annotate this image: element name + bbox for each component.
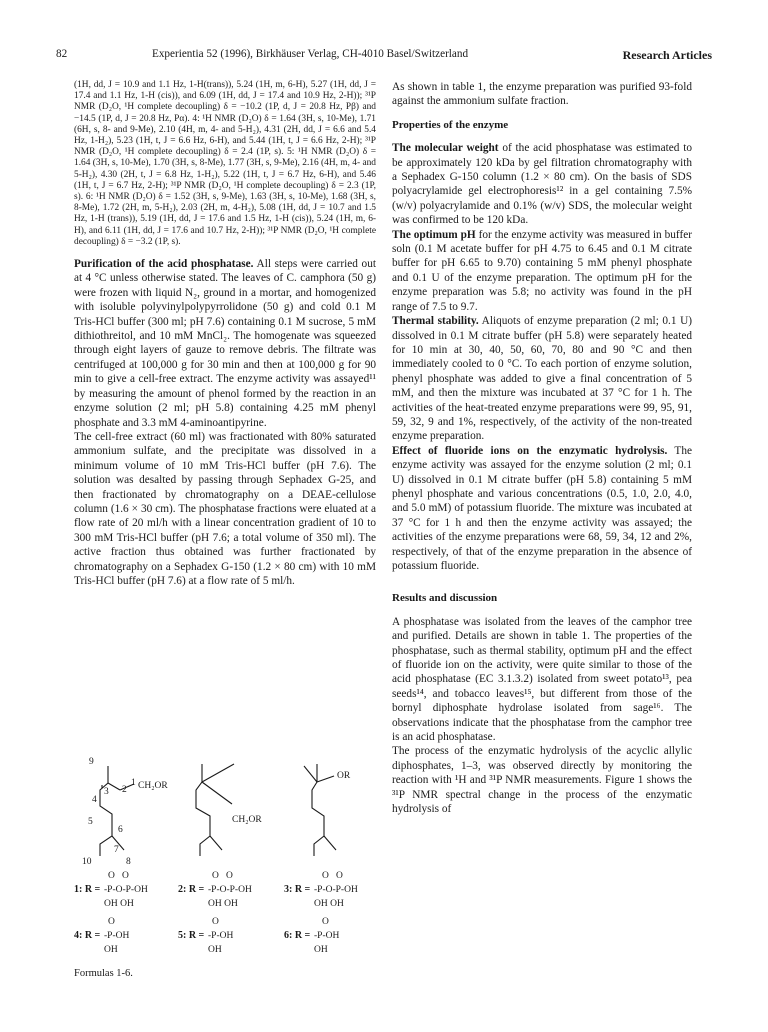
or-label-3: OR (337, 771, 351, 781)
r-bottom-2: OH OH (208, 899, 238, 909)
r-label-3: 3: R = (284, 884, 311, 895)
optimum-ph-heading: The optimum pH (392, 228, 476, 241)
section-label: Research Articles (622, 48, 712, 62)
oxo-5: O (212, 917, 219, 927)
thermal-stability-heading: Thermal stability. (392, 315, 479, 328)
r-bottom-6: OH (314, 945, 328, 955)
r-label-1: 1: R = (74, 884, 101, 895)
r-bottom-4: OH (104, 945, 118, 955)
r-group-row-1 (74, 871, 358, 909)
oxo-2b: O (226, 871, 233, 881)
oxo-4: O (108, 917, 115, 927)
oxo-1a: O (108, 871, 115, 881)
atom-label-10: 10 (82, 857, 92, 867)
purification-paragraph (74, 257, 376, 430)
molecular-weight-paragraph (392, 141, 692, 227)
fluoride-paragraph (392, 444, 692, 574)
ch2or-label-1: CH₂OR (138, 781, 168, 791)
r-bottom-5: OH (208, 945, 222, 955)
ch2or-label-2: CH₂OR (232, 815, 262, 825)
figure-caption: Formulas 1-6. (74, 968, 133, 979)
r-group-4: -P-OH (104, 931, 130, 941)
running-header (56, 48, 712, 64)
purification-heading: Purification of the acid phosphatase. (74, 258, 254, 271)
r-bottom-1: OH OH (104, 899, 134, 909)
r-label-4: 4: R = (74, 930, 101, 941)
oxo-3a: O (322, 871, 329, 881)
page-number: 82 (56, 48, 68, 60)
r-label-6: 6: R = (284, 930, 311, 941)
purification-paragraph-2: The cell-free extract (60 ml) was fractionated with 80% saturated ammonium sulfate, and the precipitate was dissolved in a minimum volume of 10 mM Tris-HCl buffer (pH 7.6). The solution was desalted by passing through Sephadex G-25, and then fractionated by chromatography on a DEAE-cellulose column (1.6 × 30 cm). The phosphatase fractions were eluated at a flow rate of 20 ml/h with a linear concentration gradient of 10 to 300 mM Tris-HCl buffer (pH 7.6; a total volume of 350 ml). The active fraction thus obtained was further fractionated by chromatography on a Sephadex G-150 (1.2 × 80 cm) with 10 mM Tris-HCl buffer (pH 7.6) at a flow rate of 5 ml/h. (74, 430, 376, 587)
fluoride-text: The enzyme activity was assayed for the enzyme solution (2 ml; 0.1 U) dissolved in 0.1 M citrate buffer (pH 5.8) containing 5 mM phenyl phosphate and various concentrations (0.5, 1.0, 2.0, 4.0, and 5.0 mM) of potassium fluoride. The mixture was incubated at 37 °C for 1 h and then the enzyme activity was assayed; the activities of the enzyme preparations were 68, 59, 34, 12 and 2%, respectively, of that of the enzyme preparation in the absence of potassium fluoride. (392, 444, 692, 572)
formula-structure-3 (304, 764, 336, 856)
optimum-ph-text: for the enzyme activity was measured in buffer soln (0.1 M acetate buffer for pH 4.75 to 6.45 and 0.1 M citrate buffer for pH 6.65 to 9.70) containing 5 mM phenyl phosphate and 0.1 U of the enzyme preparation. The optimum pH for the enzyme preparation was 5.8; no activity was found in the pH range of 7.5 to 9.7. (392, 228, 692, 313)
formula-structure-2 (196, 764, 234, 856)
fluoride-heading: Effect of fluoride ions on the enzymatic hydrolysis. (392, 444, 668, 457)
results-heading: Results and discussion (392, 592, 498, 605)
atom-label-2: 2 (122, 785, 127, 795)
results-paragraph-1: A phosphatase was isolated from the leaves of the camphor tree and purified. Details are shown in table 1. The properties of the phosphatase, such as thermal stability, optimum pH and the effect of fluoride ion on the activity, were quite similar to those of the acid phosphatase (EC 3.1.3.2) isolated from sweet potato¹³, pea seeds¹⁴, and tobacco leaves¹⁵, but different from those of the bornyl diphosphate hydrolase isolated from sage¹⁶. The observations indicate that the phosphatase from the camphor tree is an acid phosphatase. (392, 615, 692, 744)
optimum-ph-paragraph (392, 228, 692, 314)
oxo-2a: O (212, 871, 219, 881)
journal-citation: Experientia 52 (1996), Birkhäuser Verlag, CH-4010 Basel/Switzerland (152, 48, 469, 60)
r-group-1: -P-O-P-OH (104, 885, 148, 895)
r-group-row-2 (74, 917, 339, 955)
atom-label-3: 3 (104, 787, 109, 797)
thermal-stability-paragraph (392, 314, 692, 444)
molecular-weight-heading: The molecular weight (392, 142, 499, 155)
atom-label-9: 9 (89, 757, 94, 767)
r-label-5: 5: R = (178, 930, 205, 941)
purification-text: All steps were carried out at 4 °C unless otherwise stated. The leaves of C. camphora (50 g) were frozen with liquid N₂, ground in a mortar, and homogenized with isoluble polyvinylpolypyrrolidone (50 g) and cold 0.1 M Tris-HCl buffer (300 ml; pH 7.6) containing 0.1 M sucrose, 5 mM dithiothreitol, and 10 mM MnCl₂. The homogenate was squeezed through eight layers of gauze to remove debris. The filtrate was centrifuged at 100,000 g for 30 min and then at 100,000 g for 90 min to give a cell-free extract. The enzyme activity was assayed¹¹ by measuring the amount of phenol formed by the reaction in an enzyme solution (2 ml; pH 5.8) containing 4.25 mM phenyl phosphate and 3.3 mM 4-aminoantipyrine. (74, 258, 376, 429)
results-paragraph-2: The process of the enzymatic hydrolysis of the acyclic allylic diphosphates, 1–3, was observed directly by monitoring the reaction with ¹H and ³¹P NMR measurements. Figure 1 shows the ³¹P NMR spectral change in the process of the enzymatic hydrolysis of (392, 745, 692, 816)
atom-label-6: 6 (118, 825, 123, 835)
formula-structure-1 (100, 766, 134, 856)
atom-label-5: 5 (88, 817, 93, 827)
r-label-2: 2: R = (178, 884, 205, 895)
atom-label-1: 1 (131, 778, 136, 788)
atom-label-7: 7 (114, 845, 119, 855)
properties-heading: Properties of the enzyme (392, 118, 509, 131)
molecular-weight-text: of the acid phosphatase was estimated to be approximately 120 kDa by gel filtration chromatography with a Sephadex G-150 column (1.2 × 80 cm). On the basis of SDS polyacrylamide gel electrophoresis¹² in a gel containing 7.5% (w/v) polyacrylamide and 0.1% (w/v) SDS, the molecular weight was confirmed to be 120 kDa. (392, 142, 692, 227)
thermal-stability-text: Aliquots of enzyme preparation (2 ml; 0.1 U) dissolved in 0.1 M citrate buffer (pH 5.8) were separately heated for 10 min at 30, 40, 50, 60, 70, 80 and 90 °C and then immediately cooled to 0 °C. To each portion of enzyme solution, phenyl phosphate was added to give a final concentration of 5 mM, and then the mixture was incubated at 37 °C for 1 h. The activities of the heat-treated enzyme preparations were 99, 95, 91, 59, 32, 9 and 1%, respectively, of the activity of the non-treated enzyme preparation. (392, 315, 692, 443)
atom-label-4: 4 (92, 795, 97, 805)
structural-formulas (72, 756, 376, 966)
right-column (392, 80, 692, 817)
r-bottom-3: OH OH (314, 899, 344, 909)
oxo-3b: O (336, 871, 343, 881)
r-group-6: -P-OH (314, 931, 340, 941)
r-group-2: -P-O-P-OH (208, 885, 252, 895)
formulas-figure (72, 756, 376, 976)
r-group-3: -P-O-P-OH (314, 885, 358, 895)
nmr-data-paragraph: (1H, dd, J = 10.9 and 1.1 Hz, 1-H(trans)), 5.24 (1H, m, 6-H), 5.27 (1H, dd, J = 17.4 and 1.1 Hz, 1-H (cis)), and 6.09 (1H, dd, J = 17.4 and 10.9 Hz, 2-H)); ³¹P NMR (D₂O, ¹H complete decoupling) δ = −10.2 (1P, d, J = 20.8 Hz, Pβ) and −14.5 (1P, d, J = 20.8 Hz, Pα). 4: ¹H NMR (D₂O) δ = 1.64 (3H, s, 10-Me), 1.71 (6H, s, 8- and 9-Me), 2.10 (4H, m, 4- and 5-H₂), 4.31 (2H, dd, J = 6.6 and 5.4 Hz, 1-H₂), 5.23 (1H, t, J = 6.6 Hz, 6-H), and 5.44 (1H, t, J = 6.6 Hz, 2-H); ³¹P NMR (D₂O, ¹H complete decoupling) δ = 2.4 (1P, s). 5: ¹H NMR (D₂O) δ = 1.64 (3H, s, 10-Me), 1.70 (3H, s, 8-Me), 1.77 (3H, s, 9-Me), 2.16 (4H, m, 4- and 5-H₂), 4.30 (2H, t, J = 6.8 Hz, 1-H₂), 5.22 (1H, t, J = 6.7 Hz, 6-H), and 5.46 (1H, t, J = 6.7 Hz, 2-H); ³¹P NMR (D₂O, ¹H complete decoupling) δ = 2.3 (1P, s). 6: ¹H NMR (D₂O) δ = 1.52 (3H, s, 9-Me), 1.63 (3H, s, 10-Me), 1.68 (3H, s, 8-Me), 1.72 (2H, m, 5-H₂), 2.03 (2H, m, 4-H₂), 5.08 (1H, dd, J = 10.7 and 1.5 Hz, 1-H (trans)), 5.19 (1H, dd, J = 17.6 and 1.5 Hz, 1-H (cis)), 5.24 (1H, m, 6-H), and 6.11 (1H, dd, J = 17.6 and 10.7 Hz, 2-H)); ³¹P NMR (D₂O, ¹H complete decoupling) δ = −3.2 (1P, s). (74, 80, 376, 247)
left-column (74, 80, 376, 588)
atom-label-8: 8 (126, 857, 131, 867)
oxo-6: O (322, 917, 329, 927)
oxo-1b: O (122, 871, 129, 881)
intro-paragraph: As shown in table 1, the enzyme preparation was purified 93-fold against the ammonium sulfate fraction. (392, 81, 692, 108)
r-group-5: -P-OH (208, 931, 234, 941)
